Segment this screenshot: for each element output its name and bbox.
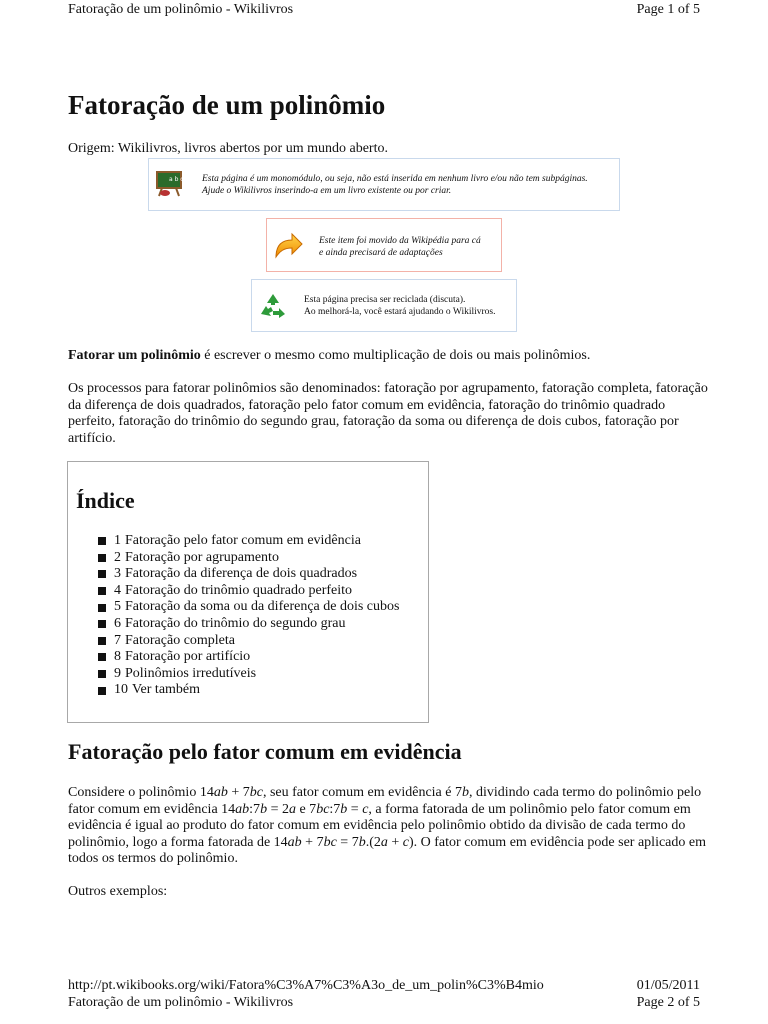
math-var: c (362, 801, 369, 817)
toc-label: Fatoração do trinômio quadrado perfeito (125, 582, 353, 598)
toc-label: Ver também (132, 682, 201, 698)
text-run: , dividindo cada termo do polinômio pelo fator comum em evidência 14 (68, 785, 702, 817)
toc-label: Fatoração por artifício (125, 649, 251, 665)
toc-number: 6 (114, 615, 121, 631)
toc-label: Fatoração pelo fator comum em evidência (125, 533, 361, 548)
processes-paragraph: Os processos para fatorar polinômios são denominados: fatoração por agrupamento, fatoração completa, fatoração da diferença de dois quadrados, fatoração pelo fator comum em evidência, fatoração do trinômio quadrado perfeito, fatoração do trinômio do segundo grau, fatoração da soma ou diferença de dois cubos, fatoração por artifício. (68, 381, 708, 446)
math-var: ab (287, 834, 302, 850)
intro-rest: é escrever o mesmo como multiplicação de dois ou mais polinômios. (200, 348, 591, 363)
math-var: bc (249, 785, 263, 800)
bullet-icon (98, 554, 106, 562)
toc-number: 4 (114, 582, 121, 598)
section-paragraph (68, 785, 708, 868)
text-run: Considere o polinômio 14 (68, 785, 214, 800)
toc-item[interactable] (98, 566, 399, 583)
toc-number: 10 (114, 682, 128, 698)
text-run: :7 (249, 801, 261, 817)
toc-label: Fatoração da soma ou da diferença de dois cubos (125, 599, 400, 615)
toc-number: 8 (114, 649, 121, 665)
bullet-icon (98, 670, 106, 678)
text-run: = (347, 801, 363, 817)
intro-bold: Fatorar um polinômio (68, 348, 201, 363)
notice-line: e ainda precisará de adaptações (319, 248, 443, 258)
text-run: .(2 (365, 834, 381, 850)
notice-line: Este item foi movido da Wikipédia para cá (319, 236, 481, 246)
toc-item[interactable] (98, 682, 399, 699)
blackboard-icon (155, 171, 183, 197)
notice-text (202, 173, 618, 197)
print-footer-title: Fatoração de um polinômio - Wikilivros (68, 995, 294, 1010)
toc-link[interactable] (114, 666, 256, 683)
text-run: + (387, 834, 403, 850)
toc-link[interactable] (114, 583, 352, 600)
toc-label: Fatoração por agrupamento (125, 549, 279, 565)
toc-item[interactable] (98, 616, 399, 633)
arrow-icon (272, 231, 304, 261)
notice-text (304, 294, 516, 318)
toc-link[interactable] (114, 599, 399, 616)
toc-number: 3 (114, 566, 121, 582)
svg-text:a b c: a b c (169, 176, 183, 183)
toc-number: 1 (114, 533, 121, 548)
moved-notice (266, 218, 502, 272)
math-var: bc (323, 834, 337, 850)
bullet-icon (98, 570, 106, 578)
toc-link[interactable] (114, 633, 235, 650)
math-var: a (380, 834, 388, 850)
section-heading: Fatoração pelo fator comum em evidência (68, 739, 462, 764)
math-var: a (288, 801, 296, 817)
toc-label: Fatoração do trinômio do segundo grau (125, 615, 346, 631)
toc-number: 7 (114, 632, 121, 648)
text-run: = 2 (267, 801, 289, 817)
bullet-icon (98, 537, 106, 545)
text-run: = 7 (336, 834, 359, 850)
math-var: ab (213, 785, 228, 800)
math-var: b (462, 785, 469, 800)
print-footer-url: http://pt.wikibooks.org/wiki/Fatora%C3%A7%C3%A3o_de_um_polin%C3%B4mio (68, 978, 544, 993)
print-header-title: Fatoração de um polinômio - Wikilivros (68, 2, 294, 17)
notice-line: Esta página precisa ser reciclada (discuta). (304, 295, 466, 305)
math-var: b (358, 834, 366, 850)
monomodule-notice (148, 158, 620, 211)
toc-item[interactable] (98, 649, 399, 666)
notice-text (319, 235, 499, 259)
toc-item[interactable] (98, 550, 399, 567)
toc-label: Fatoração completa (125, 632, 236, 648)
notice-line: Ajude o Wikilivros inserindo-a em um livro existente ou por criar. (202, 186, 452, 196)
print-header-page: Page 1 of 5 (636, 2, 700, 17)
toc-number: 5 (114, 599, 121, 615)
text-run: , a forma fatorada de um polinômio pelo fator comum em evidência é igual ao produto do fator comum em evidência pelo polinômio obtido da divisão de cada termo do polinômio, logo a forma fatorada de 14 (68, 801, 691, 850)
toc-title: Índice (76, 488, 135, 513)
math-var: ab (235, 801, 250, 817)
toc-label: Fatoração da diferença de dois quadrados (125, 566, 358, 582)
math-var: bc (316, 801, 330, 817)
bullet-icon (98, 687, 106, 695)
print-footer-page: Page 2 of 5 (636, 995, 700, 1010)
recycle-icon (258, 292, 288, 320)
toc-link[interactable] (114, 616, 345, 633)
text-run: ). O fator comum em evidência pode ser aplicado em todos os termos do polinômio. (68, 834, 706, 867)
toc-link[interactable] (114, 649, 250, 666)
notice-line: Esta página é um monomódulo, ou seja, não está inserida em nenhum livro e/ou não tem subpáginas. (202, 174, 588, 184)
bullet-icon (98, 587, 106, 595)
toc-item[interactable] (98, 583, 399, 600)
toc-item[interactable] (98, 666, 399, 683)
notice-line: Ao melhorá-la, você estará ajudando o Wikilivros. (304, 307, 496, 317)
origin-line: Origem: Wikilivros, livros abertos por um mundo aberto. (68, 141, 388, 156)
toc-item[interactable] (98, 633, 399, 650)
toc-item[interactable] (98, 533, 399, 550)
math-var: c (402, 834, 409, 850)
toc-link[interactable] (114, 533, 361, 550)
text-run: :7 (329, 801, 341, 817)
bullet-icon (98, 653, 106, 661)
text-run: + 7 (227, 785, 250, 800)
toc-list (98, 533, 399, 699)
table-of-contents (67, 461, 429, 723)
toc-number: 9 (114, 665, 121, 681)
text-run: e 7 (295, 801, 317, 817)
page-title: Fatoração de um polinômio (68, 90, 386, 120)
math-var: b (260, 801, 268, 817)
text-run: + 7 (301, 834, 324, 850)
text-run: , seu fator comum em evidência é 7 (262, 785, 462, 800)
toc-link[interactable] (114, 550, 279, 567)
toc-number: 2 (114, 549, 121, 565)
bullet-icon (98, 604, 106, 612)
toc-link[interactable] (114, 682, 200, 699)
recycle-notice (251, 279, 517, 332)
math-var: b (340, 801, 348, 817)
intro-paragraph (68, 348, 708, 365)
toc-label: Polinômios irredutíveis (125, 665, 257, 681)
print-footer-date: 01/05/2011 (636, 978, 700, 993)
bullet-icon (98, 637, 106, 645)
toc-link[interactable] (114, 566, 357, 583)
toc-item[interactable] (98, 599, 399, 616)
others-label: Outros exemplos: (68, 884, 168, 899)
bullet-icon (98, 620, 106, 628)
